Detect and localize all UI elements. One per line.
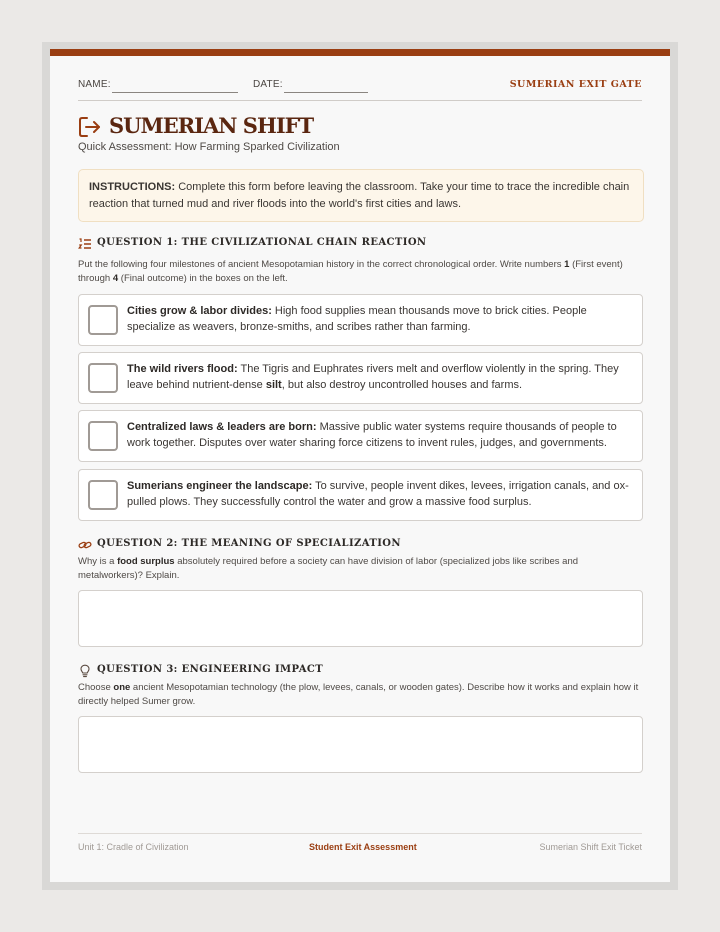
milestone-body: High food supplies mean thousands move to brick cities. People specialize as weavers, bronze-smiths, and scribes rather than farming.: [127, 305, 587, 333]
footer-unit: Unit 1: Cradle of Civilization: [78, 842, 189, 852]
name-field[interactable]: [112, 92, 238, 93]
order-number-box[interactable]: [88, 480, 118, 510]
q3-desc-part: ancient Mesopotamian technology (the plow, levees, canals, or wooden gates). Describe how it works and explain how it directly helped Sumer grow.: [78, 682, 639, 707]
q2-desc-part: absolutely required before a society can have division of labor (specialized jobs like scribes and metalworkers)? Explain.: [78, 556, 579, 581]
milestone-body: To survive, people invent dikes, levees, irrigation canals, and ox-pulled plows. They successfully control the water and grow a massive food surplus.: [127, 480, 629, 508]
milestone-heading: Sumerians engineer the landscape:: [127, 480, 313, 492]
milestone-body: , but also destroy uncontrolled houses and farms.: [281, 379, 523, 391]
q3-desc-part: Choose: [78, 682, 114, 693]
milestone-text: [127, 419, 637, 451]
date-field[interactable]: [284, 92, 368, 93]
question-3-description: [78, 681, 642, 709]
q1-desc-part: (Final outcome) in the boxes on the left.: [118, 273, 288, 284]
header-row: [78, 79, 642, 99]
q1-num-first: 1: [564, 259, 570, 270]
header-divider: [78, 100, 642, 101]
milestone-text: [127, 478, 637, 510]
footer-assessment: Student Exit Assessment: [309, 842, 417, 852]
milestone-body: The Tigris and Euphrates rivers melt and overflow violently in the spring. They leave behind nutrient-dense: [127, 363, 619, 391]
q2-desc-part: Why is a: [78, 556, 118, 567]
exit-arrow-icon: [78, 116, 102, 138]
q1-desc-part: Put the following four milestones of ancient Mesopotamian history in the correct chronological order. Write numbers: [78, 259, 565, 270]
milestone-text: [127, 361, 637, 393]
link-icon: [78, 538, 92, 552]
question-3-title: QUESTION 3: ENGINEERING IMPACT: [97, 664, 324, 675]
milestone-item: [78, 410, 643, 462]
order-number-box[interactable]: [88, 305, 118, 335]
question-1-title: QUESTION 1: THE CIVILIZATIONAL CHAIN REACTION: [97, 237, 427, 248]
milestone-item: [78, 469, 643, 521]
gate-label: SUMERIAN EXIT GATE: [509, 79, 642, 90]
instructions-text: Complete this form before leaving the classroom. Take your time to trace the incredible chain reaction that turned mud and river floods into the world's first cities and laws.: [89, 181, 630, 210]
footer-divider: [78, 833, 642, 834]
question-2-title: QUESTION 2: THE MEANING OF SPECIALIZATION: [97, 538, 401, 549]
question-1-description: [78, 258, 642, 286]
question-2-description: [78, 555, 642, 583]
milestone-item: [78, 294, 643, 346]
milestone-item: [78, 352, 643, 404]
q3-desc-emphasis: one: [113, 682, 131, 693]
milestone-body: Massive public water systems require thousands of people to work together. Disputes over water sharing force citizens to invent rules, judges, and governments.: [127, 421, 617, 449]
worksheet-page: [50, 49, 670, 882]
ordered-list-icon: [78, 237, 92, 251]
question-3-answer-box[interactable]: [78, 716, 643, 773]
q1-desc-part: (First event) through: [78, 259, 623, 284]
lightbulb-icon: [78, 664, 92, 678]
footer-ticket: Sumerian Shift Exit Ticket: [539, 842, 642, 852]
milestone-heading: The wild rivers flood:: [127, 363, 238, 375]
order-number-box[interactable]: [88, 363, 118, 393]
accent-bar: [50, 49, 670, 56]
page-title: SUMERIAN SHIFT: [109, 113, 314, 138]
name-label: NAME:: [78, 79, 111, 90]
page-subtitle: Quick Assessment: How Farming Sparked Civilization: [78, 141, 340, 153]
date-label: DATE:: [253, 79, 283, 90]
instructions-box: [78, 169, 644, 222]
milestone-emphasis: silt: [265, 379, 282, 391]
question-2-answer-box[interactable]: [78, 590, 643, 647]
q2-desc-emphasis: food surplus: [117, 556, 175, 567]
order-number-box[interactable]: [88, 421, 118, 451]
q1-num-last: 4: [112, 273, 119, 284]
instructions-label: INSTRUCTIONS:: [89, 181, 176, 193]
milestone-text: [127, 303, 637, 335]
milestone-heading: Centralized laws & leaders are born:: [127, 421, 317, 433]
milestone-heading: Cities grow & labor divides:: [127, 305, 272, 317]
